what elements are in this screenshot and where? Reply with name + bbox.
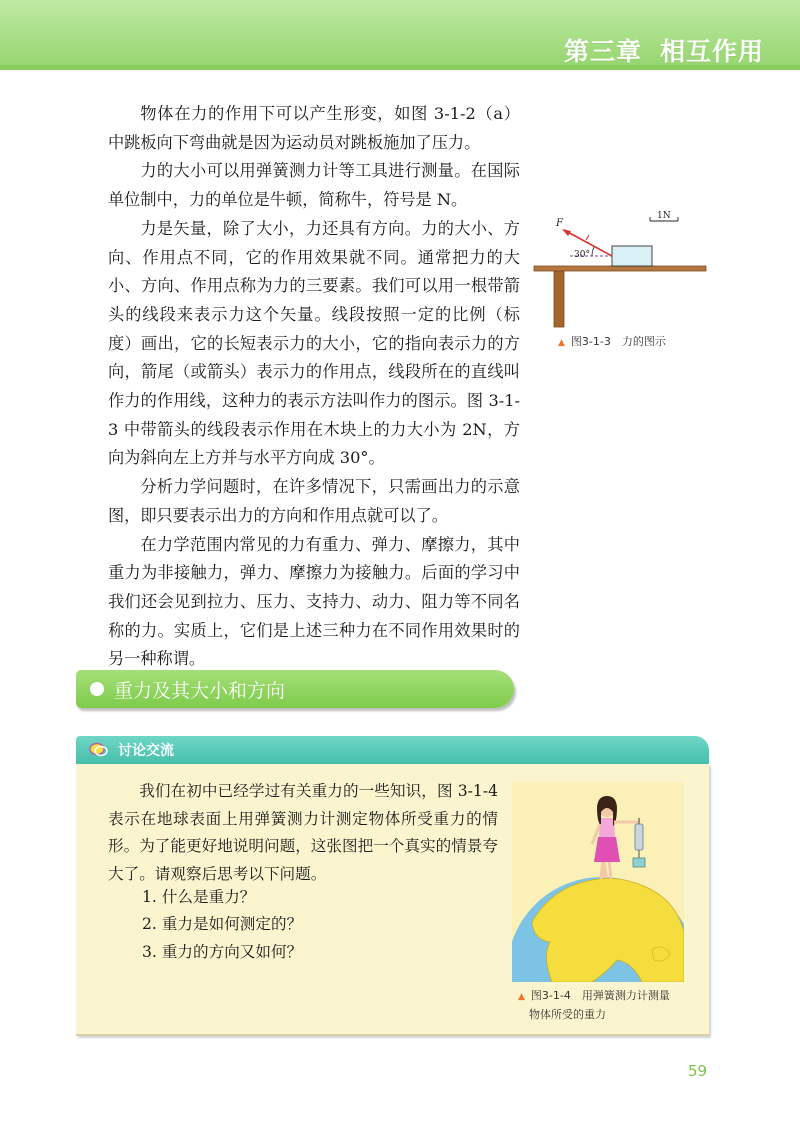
main-text [108,100,520,674]
paragraph: 分析力学问题时，在许多情况下，只需画出力的示意图，即只要表示出力的方向和作用点就可以了。 [108,477,520,525]
figure-caption-text: 图3-1-3 力的图示 [570,335,666,348]
figure-caption-line1: 图3-1-4 用弹簧测力计测量 [530,989,670,1002]
paragraph: 力是矢量，除了大小，力还具有方向。力的大小、方向、作用点不同，它的作用效果就不同。通常把力的大小、方向、作用点称为力的三要素。我们可以用一根带箭头的线段来表示力这个矢量。线段按照一定的比例（标度）画出，它的长短表示力的大小，它的指向表示力的方向，箭尾（或箭头）表示力的作用点，线段所在的直线叫作力的作用线，这种力的表示方法叫作力的图示。图 3-1-3 中带箭头的线段表示作用在木块上的力大小为 2N，方向为斜向左上方并与水平方向成 30°。 [108,218,520,468]
table-top [534,266,706,271]
scale-tick [586,235,589,240]
chapter-title [564,32,764,68]
page-number: 59 [688,1062,708,1080]
question-item: 1. 什么是重力？ [142,888,256,906]
discussion-intro: 我们在初中已经学过有关重力的一些知识，图 3-1-4表示在地球表面上用弹簧测力计测定物体所受重力的情形。为了能更好地说明问题，这张图把一个真实的情景夸大了。请观察后思考以下问题。 [108,782,498,883]
gravity-illustration [512,782,684,982]
discussion-header [76,736,709,764]
angle-arc [592,247,594,256]
paragraph: 力的大小可以用弹簧测力计等工具进行测量。在国际单位制中，力的单位是牛顿，简称牛，符号是 N。 [108,161,520,210]
chapter-header [0,0,800,70]
section-heading [76,670,514,708]
chapter-number: 第三章 [563,37,642,66]
question-list [142,884,302,966]
chapter-name: 相互作用 [659,37,764,66]
wooden-block [612,246,652,266]
angle-label: 30° [574,250,590,260]
figure-caption [558,333,666,349]
force-arrowhead [562,229,571,236]
table-leg [554,271,564,327]
paragraph: 在力学范围内常见的力有重力、弹力、摩擦力，其中重力为非接触力，弹力、摩擦力为接触力。后面的学习中我们还会见到拉力、压力、支持力、动力、阻力等不同名称的力。实质上，它们是上述三种力在不同作用效果时的另一种称谓。 [108,534,520,669]
figure-caption [518,987,708,1023]
spring-scale [633,818,645,867]
discussion-text [108,778,498,888]
force-label: F [556,218,563,229]
section-title: 重力及其大小和方向 [114,680,286,702]
triangle-marker-icon: ▲ [518,992,525,1002]
discussion-icon [89,741,109,759]
scale-label: 1N [657,211,671,221]
paragraph: 物体在力的作用下可以产生形变，如图 3-1-2（a）中跳板向下弯曲就是因为运动员对跳板施加了压力。 [108,104,520,152]
question-item: 3. 重力的方向又如何？ [142,942,303,961]
bullet-dot-icon [90,682,104,696]
figure-caption-line2: 物体所受的重力 [529,1008,606,1021]
question-item: 2. 重力是如何测定的？ [142,915,303,934]
discussion-title: 讨论交流 [118,743,174,759]
triangle-marker-icon: ▲ [558,338,565,348]
